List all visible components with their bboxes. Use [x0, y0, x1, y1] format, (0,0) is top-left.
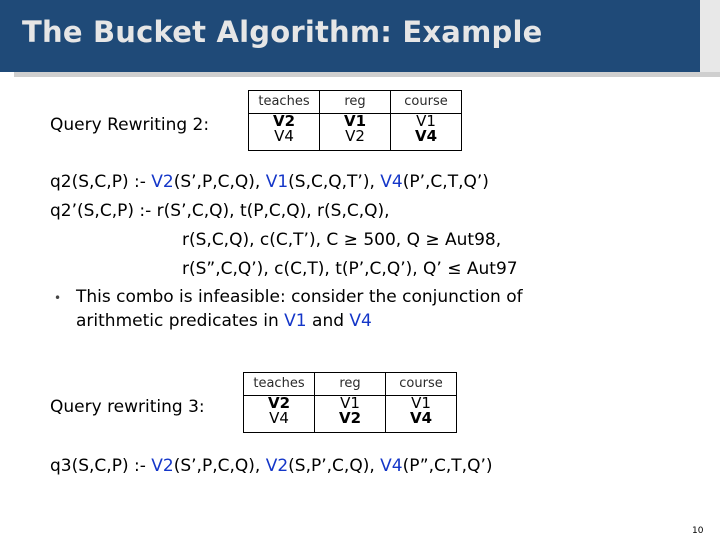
page-number: 10 — [692, 526, 704, 536]
rewriting2-label: Query Rewriting 2: — [50, 115, 210, 135]
rw3-cell-reg — [315, 396, 386, 433]
rw3-teaches-v1: V2 — [267, 394, 291, 412]
bullet-line-2: arithmetic predicates in V1 and V4 — [76, 311, 372, 331]
rw3-teaches-v2: V4 — [269, 409, 289, 427]
q3-atom-3-view: V4 — [380, 456, 403, 476]
rw2-cell-teaches — [249, 114, 320, 151]
rw2-cell-course — [391, 114, 462, 151]
title-bar-edge — [700, 0, 720, 72]
q2-rule: q2(S,C,P) :- V2(S’,P,C,Q), V1(S,C,Q,T’), V4(P’,C,T,Q’) — [50, 172, 489, 192]
rw2-teaches-v1: V2 — [272, 112, 296, 130]
rw3-cell-teaches — [244, 396, 315, 433]
rw3-course-v1: V1 — [411, 394, 431, 412]
rw2-course-v2: V4 — [414, 127, 438, 145]
rewriting3-table — [243, 372, 457, 433]
rw2-teaches-v2: V4 — [274, 127, 294, 145]
header-reg: reg — [320, 91, 391, 114]
q2-atom-2-view: V1 — [265, 172, 289, 192]
rw3-reg-v1: V1 — [340, 394, 360, 412]
slide-title: The Bucket Algorithm: Example — [22, 15, 543, 49]
q2prime-line-1: q2’(S,C,P) :- r(S’,C,Q), t(P,C,Q), r(S,C,Q), — [50, 201, 390, 221]
bullet-v1: V1 — [284, 311, 307, 331]
title-bar-shadow — [14, 72, 720, 77]
bullet-line-1: This combo is infeasible: consider the conjunction of — [76, 287, 523, 307]
rw3-reg-v2: V2 — [338, 409, 362, 427]
header-course: course — [386, 373, 457, 396]
header-teaches: teaches — [249, 91, 320, 114]
rw3-cell-course — [386, 396, 457, 433]
q3-atom-2-view: V2 — [265, 456, 289, 476]
q3-atom-1-view: V2 — [151, 456, 174, 476]
rw2-cell-reg — [320, 114, 391, 151]
q2-atom-1-view: V2 — [151, 172, 174, 192]
rw2-reg-v2: V2 — [345, 127, 365, 145]
rw2-course-v1: V1 — [416, 112, 436, 130]
bullet-v4: V4 — [349, 311, 372, 331]
header-teaches: teaches — [244, 373, 315, 396]
rewriting3-label: Query rewriting 3: — [50, 397, 205, 417]
header-reg: reg — [315, 373, 386, 396]
q2prime-line-3: r(S”,C,Q’), c(C,T), t(P’,C,Q’), Q’ ≤ Aut97 — [182, 259, 518, 279]
bullet-marker: • — [54, 291, 62, 305]
q2-atom-3-view: V4 — [380, 172, 403, 192]
rewriting2-table — [248, 90, 462, 151]
q2prime-line-2: r(S,C,Q), c(C,T’), C ≥ 500, Q ≥ Aut98, — [182, 230, 502, 250]
header-course: course — [391, 91, 462, 114]
rw2-reg-v1: V1 — [343, 112, 367, 130]
rw3-course-v2: V4 — [409, 409, 433, 427]
q3-rule: q3(S,C,P) :- V2(S’,P,C,Q), V2(S,P’,C,Q), V4(P”,C,T,Q’) — [50, 456, 493, 476]
